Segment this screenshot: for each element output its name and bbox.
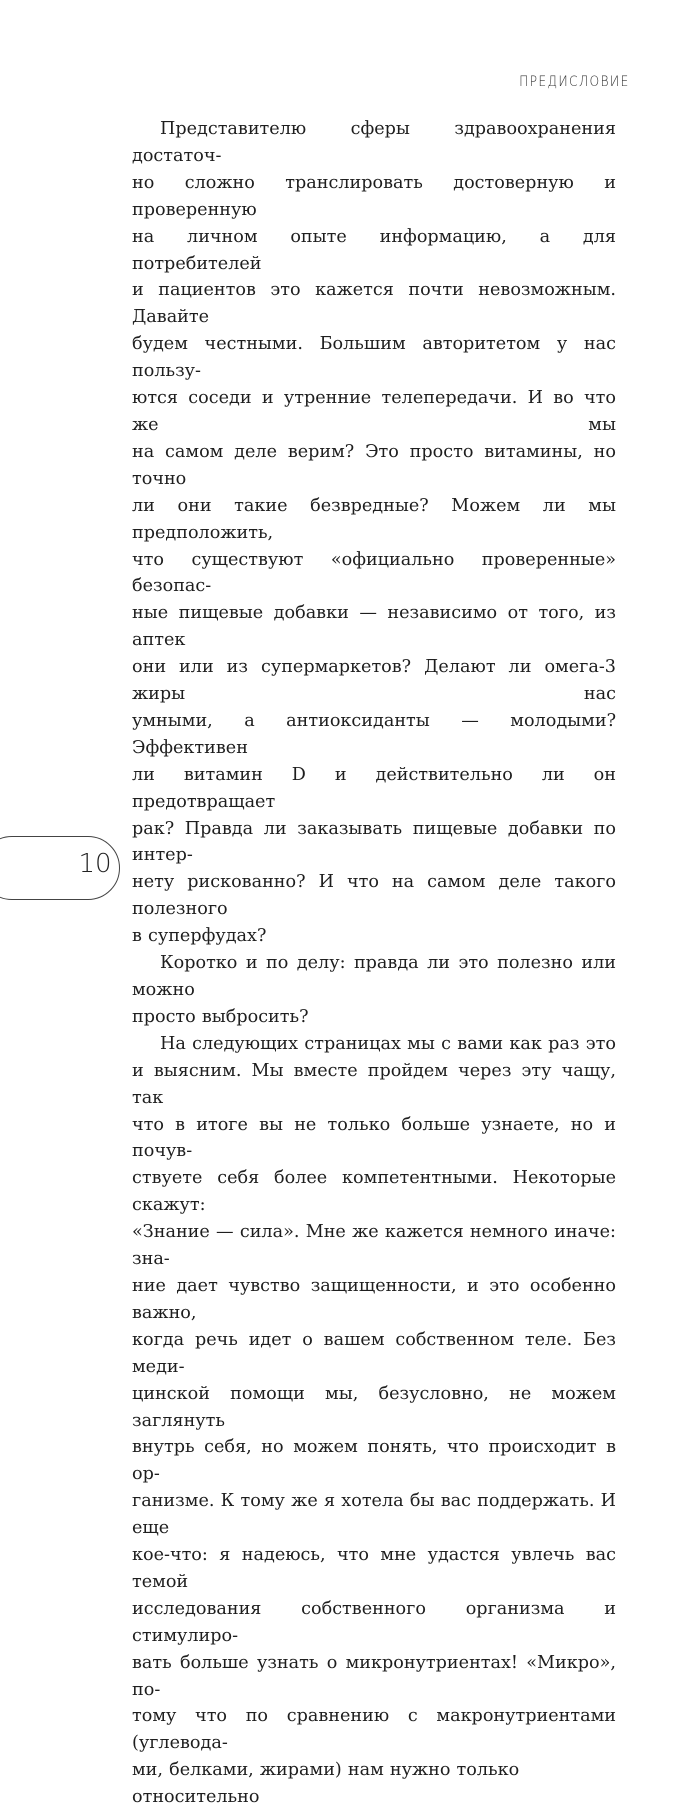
- text-line: просто выбросить?: [132, 1006, 309, 1027]
- text-line: рак? Правда ли заказывать пищевые добавки по интер-: [132, 818, 616, 866]
- text-line: и выясним. Мы вместе пройдем через эту чащу, так: [132, 1060, 616, 1108]
- text-line: что существуют «официально проверенные» безопас-: [132, 549, 616, 597]
- text-line: кое-что: я надеюсь, что мне удастся увлечь вас темой: [132, 1545, 616, 1592]
- text-line: что в итоге вы не только больше узнаете, но и почув-: [132, 1114, 616, 1162]
- text-line: «Знание — сила». Мне же кажется немного иначе: зна-: [132, 1222, 616, 1270]
- text-line: Представителю сферы здравоохранения достаточ-: [132, 119, 616, 166]
- text-line: умными, а антиоксиданты — молодыми? Эффективен: [132, 710, 616, 758]
- paragraph-3: [132, 1031, 616, 1811]
- text-line: внутрь себя, но можем понять, что происходит в ор-: [132, 1437, 616, 1485]
- text-line: нету рискованно? И что на самом деле такого полезного: [132, 872, 616, 920]
- text-line: ли витамин D и действительно ли он предотвращает: [132, 764, 616, 812]
- text-line: ются соседи и утренние телепередачи. И во что же мы: [132, 388, 616, 435]
- text-line: ганизме. К тому же я хотела бы вас поддержать. И еще: [132, 1491, 616, 1539]
- running-header-title: ПРЕДИСЛОВИЕ: [519, 74, 630, 90]
- text-line: ствуете себя более компетентными. Некоторые скажут:: [132, 1168, 616, 1216]
- text-line: и пациентов это кажется почти невозможным. Давайте: [132, 280, 616, 328]
- text-line: они или из супермаркетов? Делают ли омега-3 жиры нас: [132, 657, 616, 705]
- text-line: цинской помощи мы, безусловно, не можем заглянуть: [132, 1383, 616, 1431]
- text-line: Коротко и по делу: правда ли это полезно или можно: [132, 953, 616, 1000]
- text-line: ные пищевые добавки — независимо от того, из аптек: [132, 603, 616, 651]
- text-line: тому что по сравнению с макронутриентами (углеводa-: [132, 1706, 616, 1754]
- text-line: На следующих страницах мы с вами как раз это: [160, 1033, 616, 1054]
- text-line: но сложно транслировать достоверную и проверенную: [132, 172, 616, 220]
- paragraph-2: [132, 950, 616, 1031]
- text-line: в суперфудах?: [132, 926, 267, 947]
- page-number: 10: [78, 849, 112, 879]
- text-line: ли они такие безвредные? Можем ли мы предположить,: [132, 495, 616, 543]
- text-line: на личном опыте информацию, а для потребителей: [132, 226, 616, 274]
- text-line: на самом деле верим? Это просто витамины, но точно: [132, 441, 616, 489]
- text-line: исследования собственного организма и стимулиро-: [132, 1598, 616, 1646]
- text-line: ми, белками, жирами) нам нужно только относительно: [132, 1760, 520, 1808]
- text-line: будем честными. Большим авторитетом у нас пользу-: [132, 334, 616, 382]
- text-line: когда речь идет о вашем собственном теле. Без меди-: [132, 1329, 616, 1377]
- text-line: вать больше узнать о микронутриентах! «Микро», по-: [132, 1652, 616, 1700]
- text-line: ние дает чувство защищенности, и это особенно важно,: [132, 1275, 616, 1323]
- paragraph-1: [132, 116, 616, 950]
- body-text: [132, 116, 616, 1811]
